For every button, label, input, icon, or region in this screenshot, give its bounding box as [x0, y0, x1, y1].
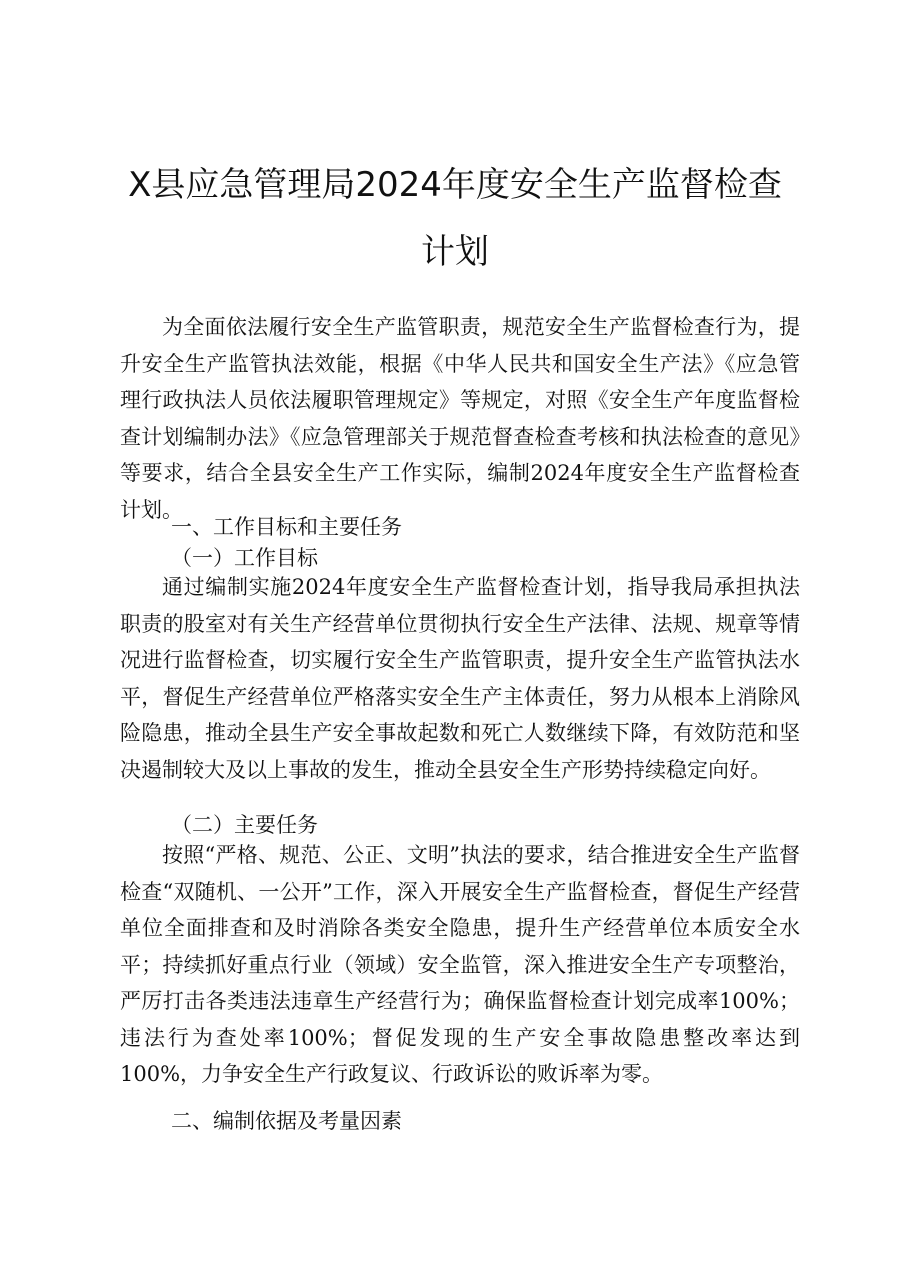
subsection-1-heading: （一）工作目标	[171, 546, 318, 570]
document-title-line-1: X县应急管理局2024年度安全生产监督检查	[128, 165, 782, 205]
subsection-2-paragraph: 按照“严格、规范、公正、文明”执法的要求，结合推进安全生产监督检查“双随机、一公开”工作，深入开展安全生产监督检查，督促生产经营单位全面排查和及时消除各类安全隐患，提升生产经营单位本质安全水平；持续抓好重点行业（领域）安全监管，深入推进安全生产专项整治，严厉打击各类违法违章生产经营行为；确保监督检查计划完成率100%；违法行为查处率100%；督促发现的生产安全事故隐患整改率达到100%，力争安全生产行政复议、行政诉讼的败诉率为零。	[120, 843, 800, 1086]
subsection-2-heading: （二）主要任务	[171, 813, 318, 837]
intro-paragraph: 为全面依法履行安全生产监管职责，规范安全生产监督检查行为，提升安全生产监管执法效能，根据《中华人民共和国安全生产法》《应急管理行政执法人员依法履职管理规定》等规定，对照《安全生产年度监督检查计划编制办法》《应急管理部关于规范督查检查考核和执法检查的意见》等要求，结合全县安全生产工作实际，编制2024年度安全生产监督检查计划。	[120, 315, 800, 522]
section-2-heading: 二、编制依据及考量因素	[171, 1109, 402, 1133]
section-1-heading: 一、工作目标和主要任务	[171, 515, 402, 539]
subsection-1-paragraph: 通过编制实施2024年度安全生产监督检查计划，指导我局承担执法职责的股室对有关生产经营单位贯彻执行安全生产法律、法规、规章等情况进行监督检查，切实履行安全生产监管职责，提升安全生产监管执法水平，督促生产经营单位严格落实安全生产主体责任，努力从根本上消除风险隐患，推动全县生产安全事故起数和死亡人数继续下降，有效防范和坚决遏制较大及以上事故的发生，推动全县安全生产形势持续稳定向好。	[120, 575, 800, 782]
document-title-line-2: 计划	[421, 232, 489, 272]
